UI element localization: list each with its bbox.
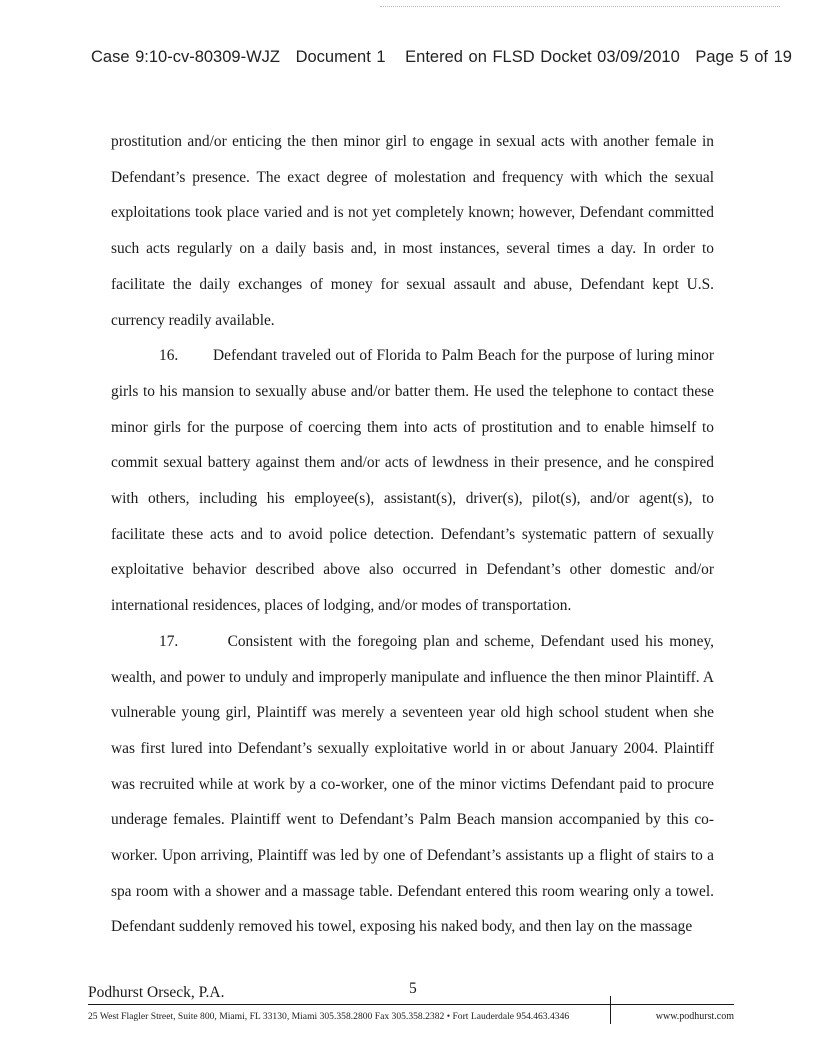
document-number: Document 1 — [295, 48, 386, 66]
document-body — [111, 124, 714, 945]
page-number: 5 — [409, 980, 417, 997]
docket-entry: Entered on FLSD Docket 03/09/2010 — [405, 48, 680, 66]
paragraph-16: 16. Defendant traveled out of Florida to Palm Beach for the purpose of luring minor girls to his mansion to sexually abuse and/or batter them. He used the telephone to contact these minor girls for the purpose of coercing them into acts of prostitution and to enable himself to commit sexual battery against them and/or acts of lewdness in their presence, and he conspired with others, including his employee(s), assistant(s), driver(s), pilot(s), and/or agent(s), to facilitate these acts and to avoid police detection. Defendant’s systematic pattern of sexually exploitative behavior described above also occurred in Defendant’s other domestic and/or international residences, places of lodging, and/or modes of transportation. — [111, 347, 714, 615]
case-number: Case 9:10-cv-80309-WJZ — [91, 48, 280, 66]
paragraph-17: 17. Consistent with the foregoing plan and scheme, Defendant used his money, wealth, and power to unduly and improperly manipulate and influence the then minor Plaintiff. A vulnerable young girl, Plaintiff was merely a seventeen year old high school student when she was first lured into Defendant’s sexually exploitative world in or about January 2004. Plaintiff was recruited while at work by a co-worker, one of the minor victims Defendant paid to procure underage females. Plaintiff went to Defendant’s Palm Beach mansion accompanied by this co-worker. Upon arriving, Plaintiff was led by one of Defendant’s assistants up a flight of stairs to a spa room with a shower and a massage table. Defendant entered this room wearing only a towel. Defendant suddenly removed his towel, exposing his naked body, and then lay on the massage — [111, 632, 714, 936]
firm-address: 25 West Flagler Street, Suite 800, Miami, FL 33130, Miami 305.358.2800 Fax 305.358.2382 • Fort Lauderdale 954.463.4346 — [88, 1011, 570, 1022]
firm-website: www.podhurst.com — [655, 1011, 734, 1022]
docket-header — [91, 48, 791, 67]
footer-rule — [88, 1004, 734, 1005]
firm-name: Podhurst Orseck, P.A. — [88, 984, 225, 1001]
paragraph-continued: prostitution and/or enticing the then minor girl to engage in sexual acts with another female in Defendant’s presence. The exact degree of molestation and frequency with which the sexual exploitations took place varied and is not yet completely known; however, Defendant committed such acts regularly on a daily basis and, in most instances, several times a day. In order to facilitate the daily exchanges of money for sexual assault and abuse, Defendant kept U.S. currency readily available. — [111, 133, 714, 329]
page-indicator: Page 5 of 19 — [695, 48, 792, 66]
footer-divider — [610, 996, 611, 1024]
scan-artifact-line — [380, 6, 780, 8]
